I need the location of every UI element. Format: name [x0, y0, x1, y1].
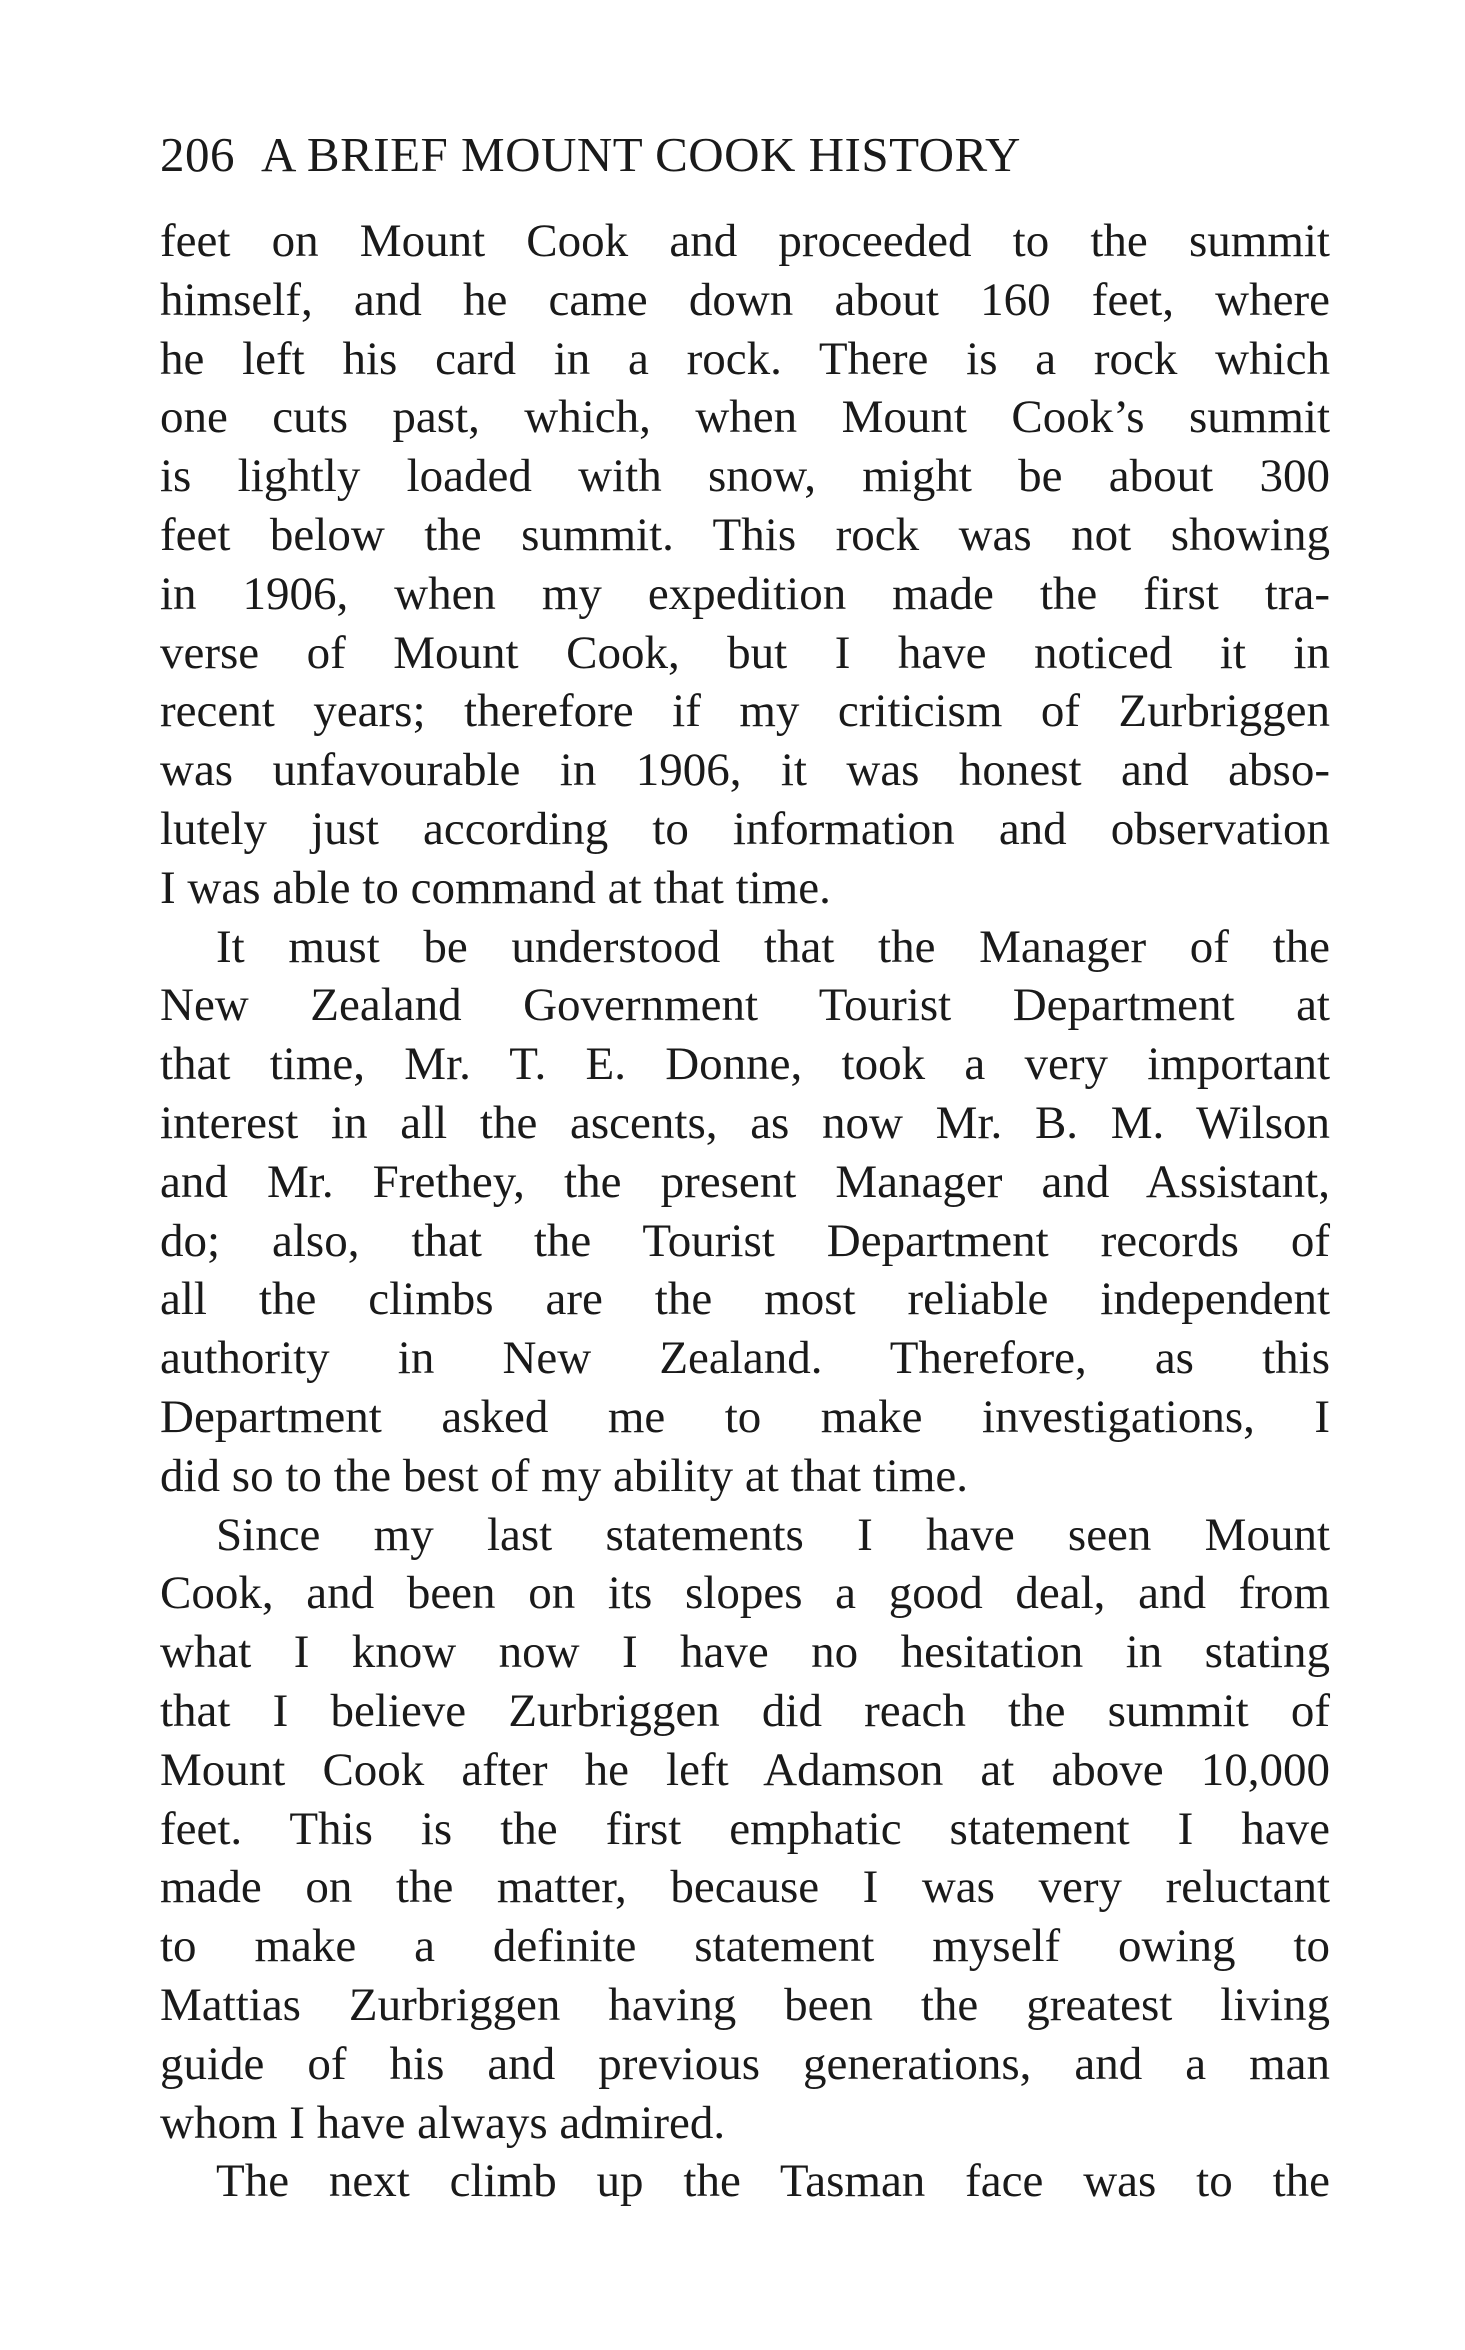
text-line: that I believe Zurbriggen did reach the summit of: [160, 1684, 1330, 1737]
body-text: [160, 212, 1330, 2211]
text-line: do; also, that the Tourist Department records of: [160, 1214, 1330, 1267]
text-line: Department asked me to make investigations, I: [160, 1390, 1330, 1443]
paragraph-3: [160, 1506, 1330, 2153]
text-line: whom I have always admired.: [160, 2096, 726, 2149]
text-line: he left his card in a rock. There is a rock which: [160, 332, 1330, 385]
text-line: interest in all the ascents, as now Mr. B. M. Wilson: [160, 1096, 1330, 1149]
text-line: is lightly loaded with snow, might be about 300: [160, 450, 1330, 503]
text-line: lutely just according to information and observation: [160, 802, 1330, 855]
text-line: verse of Mount Cook, but I have noticed it in: [160, 626, 1330, 679]
text-line: did so to the best of my ability at that time.: [160, 1449, 969, 1502]
text-line: authority in New Zealand. Therefore, as this: [160, 1332, 1330, 1385]
text-line: It must be understood that the Manager of the: [216, 920, 1330, 973]
text-line: Mattias Zurbriggen having been the greatest living: [160, 1978, 1330, 2031]
text-line: Cook, and been on its slopes a good deal, and from: [160, 1567, 1330, 1620]
text-line: made on the matter, because I was very reluctant: [160, 1861, 1330, 1914]
text-line: I was able to command at that time.: [160, 861, 831, 914]
text-line: feet on Mount Cook and proceeded to the summit: [160, 215, 1330, 267]
text-line: was unfavourable in 1906, it was honest and abso-: [160, 744, 1330, 797]
paragraph-2: [160, 918, 1330, 1506]
text-line: himself, and he came down about 160 feet, where: [160, 273, 1330, 326]
paragraph-1: [160, 212, 1330, 918]
text-line: to make a definite statement myself owing to: [160, 1920, 1330, 1973]
text-line: all the climbs are the most reliable independent: [160, 1273, 1330, 1326]
text-line: recent years; therefore if my criticism of Zurbriggen: [160, 685, 1330, 738]
text-line: New Zealand Government Tourist Department at: [160, 979, 1330, 1032]
text-line: The next climb up the Tasman face was to the: [216, 2155, 1330, 2208]
text-line: in 1906, when my expedition made the first tra-: [160, 567, 1330, 620]
text-line: and Mr. Frethey, the present Manager and Assistant,: [160, 1155, 1330, 1208]
paragraph-4: [160, 2152, 1330, 2211]
text-line: feet. This is the first emphatic statement I have: [160, 1802, 1330, 1855]
text-line: feet below the summit. This rock was not showing: [160, 508, 1330, 561]
text-line: one cuts past, which, when Mount Cook’s summit: [160, 391, 1330, 444]
running-title: A BRIEF MOUNT COOK HISTORY: [261, 127, 1021, 182]
running-head: [160, 120, 1330, 190]
page-number: 206: [160, 127, 235, 182]
text-line: what I know now I have no hesitation in stating: [160, 1626, 1330, 1679]
text-line: Since my last statements I have seen Mount: [216, 1508, 1330, 1561]
text-line: that time, Mr. T. E. Donne, took a very important: [160, 1038, 1330, 1091]
text-line: Mount Cook after he left Adamson at above 10,000: [160, 1743, 1330, 1796]
text-line: guide of his and previous generations, and a man: [160, 2037, 1330, 2090]
